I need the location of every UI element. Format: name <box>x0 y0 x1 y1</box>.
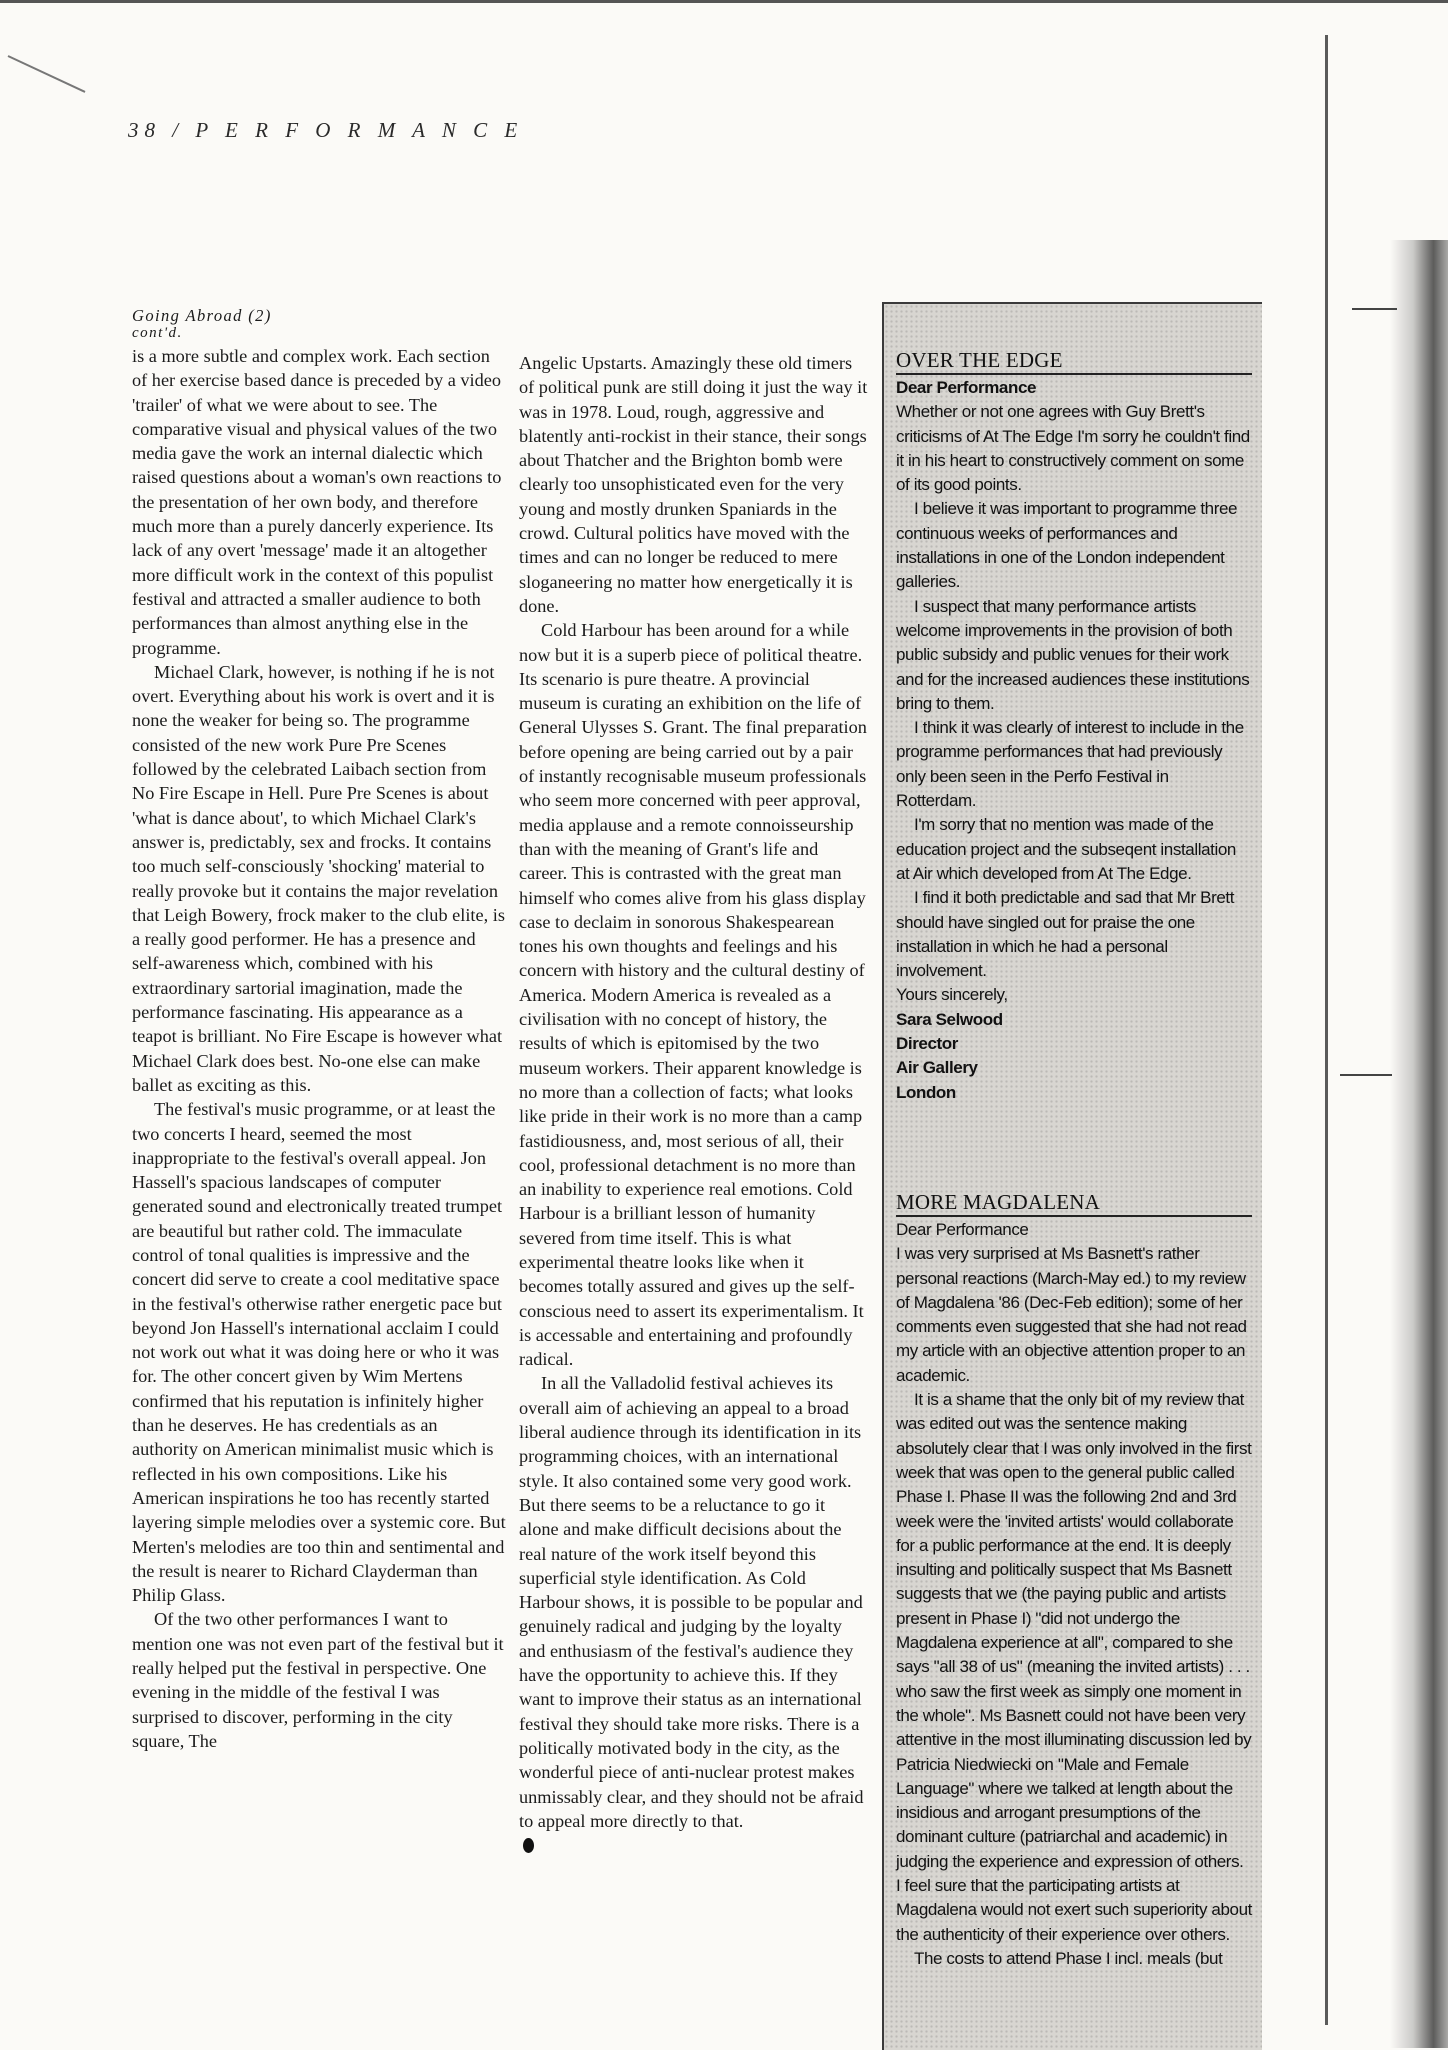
letter-paragraph: I believe it was important to programme three continuous weeks of performances and installations in one of the London independent galleries. <box>896 499 1238 592</box>
article-kicker: Going Abroad (2) <box>132 306 272 325</box>
letter-heading: OVER THE EDGE <box>896 348 1252 375</box>
scan-shadow <box>1390 240 1448 2048</box>
letter-paragraph: I find it both predictable and sad that Mr Brett should have singled out for praise the one installation in which he had a personal involvement. <box>896 888 1235 981</box>
letter-signature-name: Sara Selwood <box>896 1009 1003 1029</box>
letter-closing: Yours sincerely, <box>896 985 1008 1005</box>
scan-mark <box>1352 308 1397 310</box>
letters-panel <box>882 302 1262 2050</box>
article-kicker-continued: cont'd. <box>132 325 183 341</box>
letter-paragraph: It is a shame that the only bit of my review that was edited out was the sentence making absolutely clear that I was only involved in the first week that was open to the general public called Phase I. Phase II was the following 2nd and 3rd week were the 'invited artists' would collaborate for a public performance at the end. It is deeply insulting and politically suspect that Ms Basnett suggests that we (the paying public and artists present in Phase I) "did not undergo the Magdalena experience at all", compared to she says "all 38 of us" (meaning the invited artists) . . . who saw the first week as simply one moment in the whole". Ms Basnett could not have been very attentive in the most illuminating discussion led by Patricia Niedwiecki on "Male and Female Language" where we talked at length about the insidious and arrogant presumptions of the dominant culture (patriarchal and academic) in judging the experience and expression of others. I feel sure that the participating artists at Magdalena would not exert such superiority about the authenticity of their experience over others. <box>896 1390 1252 1944</box>
letter-paragraph: I'm sorry that no mention was made of the education project and the subseqent installation at Air which developed from At The Edge. <box>896 815 1236 883</box>
page-edge-rule <box>1325 35 1328 2025</box>
article-paragraph: is a more subtle and complex work. Each section of her exercise based dance is preceded by a video 'trailer' of what we were about to see. The comparative visual and physical values of the two media gave the work an internal dialectic which raised questions about a woman's own reactions to the presentation of her own body, and therefore much more than a purely dancerly experience. Its lack of any overt 'message' made it an altogether more difficult work in the context of this populist festival and attracted a smaller audience to both performances than almost anything else in the programme. <box>132 346 502 658</box>
article-paragraph: Of the two other performances I want to mention one was not even part of the festival but it really helped put the festival in perspective. One evening in the middle of the festival I was surprised to discover, performing in the city square, The <box>132 1609 504 1751</box>
letter-paragraph: I was very surprised at Ms Basnett's rather personal reactions (March-May ed.) to my review of Magdalena '86 (Dec-Feb edition); some of her comments even suggested that she had not read my article with an objective attention proper to an academic. <box>896 1244 1247 1385</box>
letter-more-magdalena <box>896 1190 1252 1971</box>
letter-heading: MORE MAGDALENA <box>896 1190 1252 1217</box>
letter-salutation: Dear Performance <box>896 1220 1029 1239</box>
article-paragraph: In all the Valladolid festival achieves its overall aim of achieving an appeal to a broad liberal audience through its identification in its programming choices, with an international style. It also contained some very good work. But there seems to be a reluctance to go it alone and make difficult decisions about the real nature of the work itself beyond this superficial style identification. As Cold Harbour shows, it is possible to be popular and genuinely radical and judging by the loyalty and enthusiasm of the festival's audience they have the opportunity to achieve this. If they want to improve their status as an international festival they should take more risks. There is a politically motivated body in the city, as the wonderful piece of anti-nuclear protest makes unmissably clear, and they should not be afraid to appeal more directly to that. <box>519 1373 864 1831</box>
end-of-article-mark <box>523 1838 534 1853</box>
running-head: 38 / P E R F O R M A N C E <box>128 118 524 142</box>
letter-paragraph: I suspect that many performance artists welcome improvements in the provision of both public subsidy and public venues for their work and for the increased audiences these institutions bring to them. <box>896 596 1250 713</box>
letter-paragraph: I think it was clearly of interest to include in the programme performances that had previously only been seen in the Perfo Festival in Rotterdam. <box>896 718 1244 811</box>
scan-mark <box>8 55 86 93</box>
scan-mark <box>1340 1074 1392 1076</box>
article-paragraph: The festival's music programme, or at least the two concerts I heard, seemed the most inappropriate to the festival's overall appeal. Jon Hassell's spacious landscapes of computer generated sound and electronically treated trumpet are beautiful but rather cold. The immaculate control of tonal qualities is impressive and the concert did serve to create a cool meditative space in the festival's otherwise rather energetic pace but beyond Jon Hassell's international acclaim I could not work out what it was doing here or who it was for. The other concert given by Wim Mertens confirmed that his reputation is infinitely higher than he deserves. He has credentials as an authority on American minimalist music which is reflected in his own compositions. Like his American inspirations he too has recently started layering simple melodies over a systemic core. But Merten's melodies are too thin and sentimental and the result is nearer to Richard Clayderman than Philip Glass. <box>132 1099 506 1606</box>
page-top-edge <box>0 0 1448 3</box>
letter-paragraph: The costs to attend Phase I incl. meals (but <box>914 1948 1223 1968</box>
letter-signature-place: London <box>896 1082 956 1102</box>
article-column-2 <box>519 351 869 1857</box>
article-column-1 <box>132 306 507 1753</box>
letter-salutation: Dear Performance <box>896 378 1037 397</box>
letter-paragraph: Whether or not one agrees with Guy Brett's criticisms of At The Edge I'm sorry he couldn't find it in his heart to constructively comment on some of its good points. <box>896 402 1250 495</box>
letter-signature-org: Air Gallery <box>896 1058 978 1078</box>
letter-over-the-edge <box>896 348 1252 1105</box>
letter-signature-title: Director <box>896 1034 958 1054</box>
article-paragraph: Cold Harbour has been around for a while now but it is a superb piece of political theatre. Its scenario is pure theatre. A provincial museum is curating an exhibition on the life of General Ulysses S. Grant. The final preparation before opening are being carried out by a pair of instantly recognisable museum professionals who seem more concerned with peer approval, media applause and a remote connoisseurship than with the meaning of Grant's life and career. This is contrasted with the great man himself who comes alive from his glass display case to declaim in sonorous Shakespearean tones his own thoughts and feelings and his concern with history and the cultural destiny of America. Modern America is revealed as a civilisation with no concept of history, the results of which is epitomised by the two museum workers. Their apparent knowledge is no more than a collection of facts; what looks like pride in their work is no more than a camp fastidiousness, and, most serious of all, their cool, professional detachment is no more than an inability to experience real emotions. Cold Harbour is a brilliant lesson of humanity severed from time itself. This is what experimental theatre looks like when it becomes totally assured and gives up the self-conscious need to assert its experimentalism. It is accessable and entertaining and profoundly radical. <box>519 620 867 1370</box>
article-paragraph: Angelic Upstarts. Amazingly these old timers of political punk are still doing it just the way it was in 1978. Loud, rough, aggressive and blatently anti-rockist in their stance, their songs about Thatcher and the Brighton bomb were clearly too unsophisticated even for the very young and mostly drunken Spaniards in the crowd. Cultural politics have moved with the times and can no longer be reduced to mere sloganeering no matter how energetically it is done. <box>519 353 868 616</box>
article-paragraph: Michael Clark, however, is nothing if he is not overt. Everything about his work is overt and it is none the weaker for being so. The programme consisted of the new work Pure Pre Scenes followed by the celebrated Laibach section from No Fire Escape in Hell. Pure Pre Scenes is about 'what is dance about', to which Michael Clark's answer is, predictably, sex and frocks. It contains too much self-consciously 'shocking' material to really provoke but it contains the major revelation that Leigh Bowery, frock maker to the club elite, is a really good performer. He has a presence and self-awareness which, combined with his extraordinary sartorial imagination, made the performance fascinating. His appearance as a teapot is brilliant. No Fire Escape is however what Michael Clark does best. No-one else can make ballet as exciting as this. <box>132 661 505 1095</box>
